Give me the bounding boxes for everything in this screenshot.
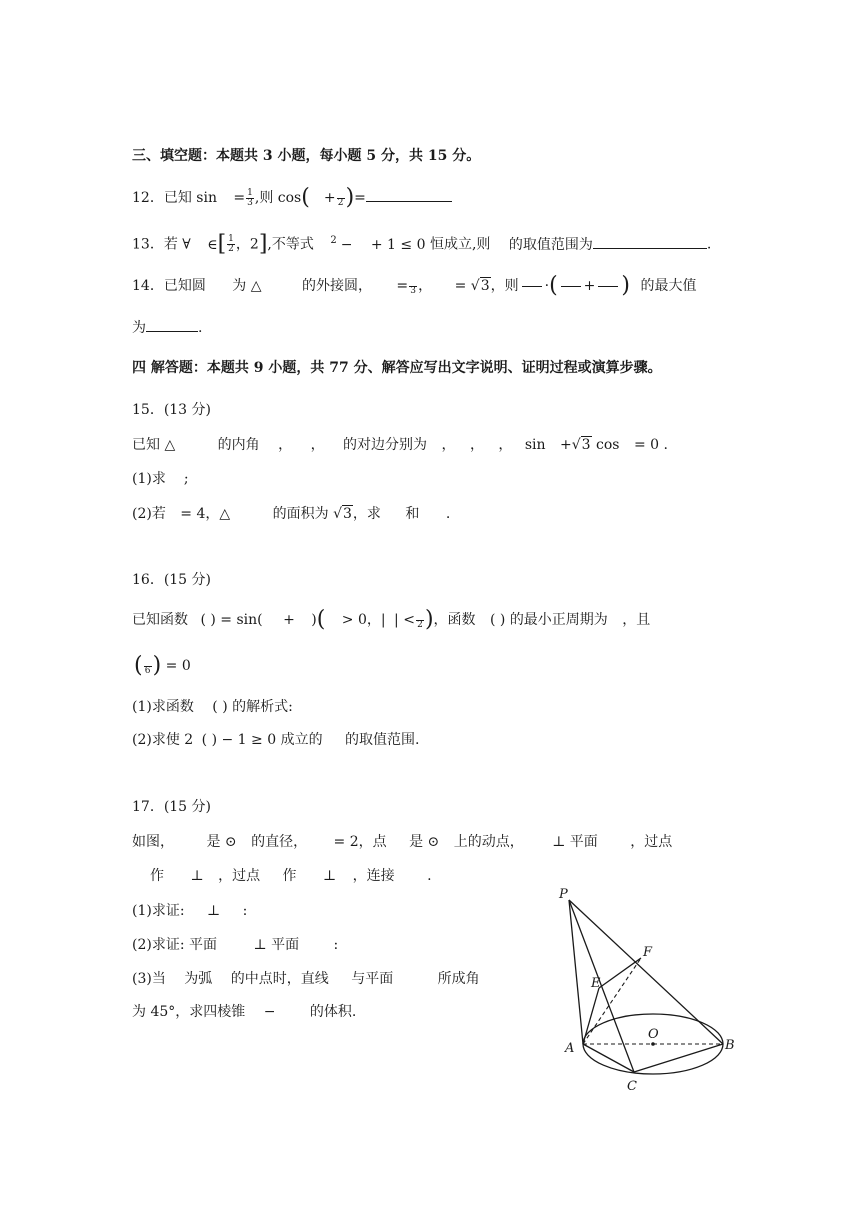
q13-text-a: 若 ∀ [163, 236, 191, 253]
q15-comma-4: ， [469, 437, 484, 453]
q15-p2-sqrt3: √3 [333, 506, 352, 522]
q17-p1-b: ⊥ [207, 903, 221, 919]
q12-frac-den: 3 [247, 197, 253, 208]
q15-comma-5: ， [498, 437, 513, 453]
q16-title: 16．(15 分) [132, 572, 212, 588]
label-E: E [591, 976, 601, 991]
question-14: 14．已知圆 为 △ 的外接圆， = 3 ， = √3，则 ·( + ) 的最大值 [132, 273, 697, 298]
q16-p1-b: ( ) [212, 699, 228, 715]
q16-f2: ( ) [489, 612, 506, 628]
q16-p1-c: 的解析式: [232, 699, 293, 715]
label-B: B [725, 1038, 735, 1053]
q14-number: 14． [132, 278, 164, 294]
q15-sin: sin [524, 437, 546, 453]
q13-number: 13． [132, 236, 164, 253]
q17-l2-f: ，连接 [352, 868, 395, 884]
q15-p2-a: (2)若 [132, 506, 166, 522]
q16-eq0: = 0 [165, 658, 191, 674]
q17-p3-c: 的中点时，直线 [230, 971, 329, 987]
q16-condition: ( 6 ) = 0 [134, 653, 191, 678]
q15-p2-f: . [445, 506, 451, 522]
q16-frac-den: 2 [417, 619, 423, 630]
q17-l2-a: 作 [150, 868, 164, 884]
q15-p1-text: (1)求 [132, 471, 166, 487]
q17-l2-g: . [427, 868, 432, 884]
q15-text-e: 的对边分别为 [343, 437, 428, 453]
label-A: A [565, 1041, 575, 1056]
q13-text-b: ,不等式 [267, 236, 314, 253]
q14-text-d: ，则 [490, 278, 519, 294]
q17-p1-a: (1)求证: [132, 903, 185, 919]
q12-fraction-2 [337, 189, 345, 208]
q12-frac2-den: 2 [337, 197, 344, 208]
q17-l1-d: = 2，点 [333, 834, 387, 850]
q13-frac-den: 2 [228, 244, 234, 255]
q13-square: 2 [330, 235, 337, 246]
q16-gt0: > 0，| [341, 612, 386, 628]
q17-l1-g: ⊥ 平面 [552, 834, 598, 850]
q15-p2-e: 和 [405, 506, 420, 522]
q16-p2-a: (2)求使 [132, 732, 180, 748]
question-14-line-2 [132, 317, 202, 338]
q12-plus: + [323, 190, 336, 206]
line-EF [599, 958, 641, 988]
q17-p2-a: (2)求证: 平面 [132, 937, 217, 953]
q17-l2-c: ，过点 [218, 868, 261, 884]
q13-answer-blank [593, 234, 707, 249]
q17-p1-c: : [242, 903, 248, 919]
q15-p1-end: ; [183, 471, 189, 487]
q17-l2-d: 作 [282, 868, 297, 884]
q17-l1-e: 是 ⊙ [409, 834, 440, 850]
q16-p1-a: (1)求函数 [132, 699, 194, 715]
q17-l1-b: 是 ⊙ [206, 834, 237, 850]
q17-part-3-line-2 [132, 1002, 356, 1022]
q16-frac6-den: 6 [144, 665, 151, 676]
q14-plus: + [583, 278, 596, 294]
q12-fraction [246, 189, 254, 208]
q15-text-a: 已知 △ [132, 437, 176, 453]
q16-text-d: ，且 [622, 612, 651, 628]
q17-p4-a: 为 45°，求四棱锥 [132, 1004, 246, 1020]
label-F: F [643, 945, 653, 960]
q15-statement [132, 435, 668, 455]
q13-text-d: 的取值范围为 [508, 236, 593, 253]
q17-l1-f: 上的动点， [453, 834, 524, 850]
q16-text-c: 的最小正周期为 [509, 612, 608, 628]
q12-eq: = [233, 190, 246, 206]
q13-in: ∈ [207, 236, 218, 253]
q16-part-1 [132, 697, 293, 717]
q15-comma-2: ， [310, 437, 325, 453]
q15-p2-d: ，求 [352, 506, 381, 522]
q17-p3-a: (3)当 [132, 971, 166, 987]
q13-plus1: + 1 ≤ 0 [370, 236, 426, 253]
point-O [651, 1042, 655, 1046]
q17-p4-c: 的体积. [309, 1004, 357, 1020]
q14-text-a: 已知圆 [163, 278, 206, 294]
line-AF-dashed [583, 958, 641, 1044]
q17-part-3 [132, 969, 480, 989]
q16-f1: ( ) = sin( [200, 612, 263, 628]
q16-p2-e: 的取值范围. [345, 732, 420, 748]
line-PA [569, 900, 583, 1044]
q14-vector-3 [598, 286, 618, 287]
q16-fraction [416, 611, 424, 630]
q14-eq1: = [396, 278, 409, 294]
q16-plus: + [283, 612, 295, 628]
q14-text-e: 的最大值 [640, 278, 697, 294]
line-CB [634, 1044, 723, 1072]
q12-number: 12． [132, 190, 164, 206]
label-P: P [559, 887, 568, 902]
q13-fraction [227, 235, 235, 254]
q14-vector-1 [522, 286, 542, 287]
q16-fraction-6 [144, 657, 152, 676]
q14-comma: ， [418, 278, 433, 294]
q12-text-b: ,则 cos [254, 190, 302, 206]
label-O: O [648, 1027, 659, 1042]
q12-text-a: 已知 sin [163, 190, 217, 206]
q17-p2-b: ⊥ 平面 [253, 937, 300, 953]
q14-sqrt3: √3 [470, 278, 490, 294]
q14-fraction [409, 277, 417, 296]
q16-statement: 已知函数 ( ) = sin( + )( > 0，| | < 2 )，函数 ( ) 的最小正周期为 ，且 [132, 607, 651, 632]
q15-cos: cos [596, 437, 620, 453]
q13-text-c: 恒成立,则 [429, 236, 491, 253]
q17-line-2 [132, 866, 432, 886]
question-12: 12．已知 sin = $\frac{1}{3}$ ,则 cos( + 2 )= [132, 187, 452, 208]
q14-end: . [198, 320, 203, 336]
q15-sqrt3: √3 [571, 437, 591, 453]
q17-l1-c: 的直径， [251, 834, 308, 850]
q16-p2-d: 成立的 [280, 732, 323, 748]
q17-l1-h: ，过点 [630, 834, 673, 850]
q15-p2-b: = 4，△ [180, 506, 231, 522]
q14-vector-2 [561, 286, 581, 287]
line-PB [569, 900, 723, 1044]
label-C: C [627, 1079, 637, 1094]
q14-eq2: = [454, 278, 467, 294]
section-3-heading: 三、填空题：本题共 3 小题，每小题 5 分，共 15 分。 [132, 148, 481, 164]
q12-frac2-num [337, 189, 345, 199]
q17-line-1 [132, 832, 672, 852]
q17-l1-a: 如图， [132, 834, 174, 850]
q17-part-2 [132, 935, 338, 955]
q15-p2-c: 的面积为 [272, 506, 329, 522]
cone-figure [555, 880, 755, 1100]
q15-text-b: 的内角 [217, 437, 260, 453]
q15-part-1 [132, 469, 189, 489]
q15-title: 15．(13 分) [132, 402, 212, 418]
q17-p2-c: : [333, 937, 339, 953]
q15-plus: + [559, 437, 572, 453]
q15-comma-1: ， [278, 437, 293, 453]
q12-answer-blank [366, 187, 452, 202]
q14-line2: 为 [132, 320, 146, 336]
q14-text-b: 为 △ [232, 278, 262, 294]
q17-p3-e: 所成角 [437, 971, 480, 987]
q12-eq2: = [354, 190, 366, 206]
q14-dot: · [544, 278, 550, 294]
question-13: 13．若 ∀ ∈[ $\frac{1}{2}$ ，2],不等式 $^2$ − + 1 ≤ 0 恒成立,则 的取值范围为 . [132, 231, 712, 257]
q16-lt: | < [394, 612, 415, 628]
section-4-heading: 四 解答题：本题共 9 小题，共 77 分、解答应写出文字说明、证明过程或演算步骤。 [132, 360, 662, 376]
q12-frac-num: 1 [247, 187, 253, 198]
q17-p4-b: − [263, 1004, 276, 1020]
q17-p3-b: 为弧 [184, 971, 213, 987]
q14-answer-blank [146, 317, 198, 332]
q16-close: ) [311, 612, 317, 628]
q13-frac-num: 1 [228, 234, 234, 245]
q17-l2-b: ⊥ [190, 868, 204, 884]
q16-text-a: 已知函数 [132, 612, 188, 628]
q13-minus: − [340, 236, 353, 253]
q17-l2-e: ⊥ [322, 868, 337, 884]
q17-part-1 [132, 901, 247, 921]
q14-frac-den: 3 [410, 285, 416, 296]
q13-end: . [706, 236, 712, 253]
line-AE [583, 988, 599, 1044]
q16-text-b: ，函数 [433, 612, 476, 628]
q16-p2-b: 2 [184, 732, 194, 748]
q17-title: 17．(15 分) [132, 799, 212, 815]
q16-p2-c: ( ) − 1 ≥ 0 [201, 732, 277, 748]
q16-part-2 [132, 730, 419, 750]
q17-p3-d: 与平面 [351, 971, 394, 987]
q15-eq0: = 0 . [633, 437, 668, 453]
q14-text-c: 的外接圆， [301, 278, 372, 294]
q13-two: ，2 [235, 236, 259, 253]
q15-comma-3: ， [441, 437, 456, 453]
q15-part-2 [132, 504, 450, 524]
